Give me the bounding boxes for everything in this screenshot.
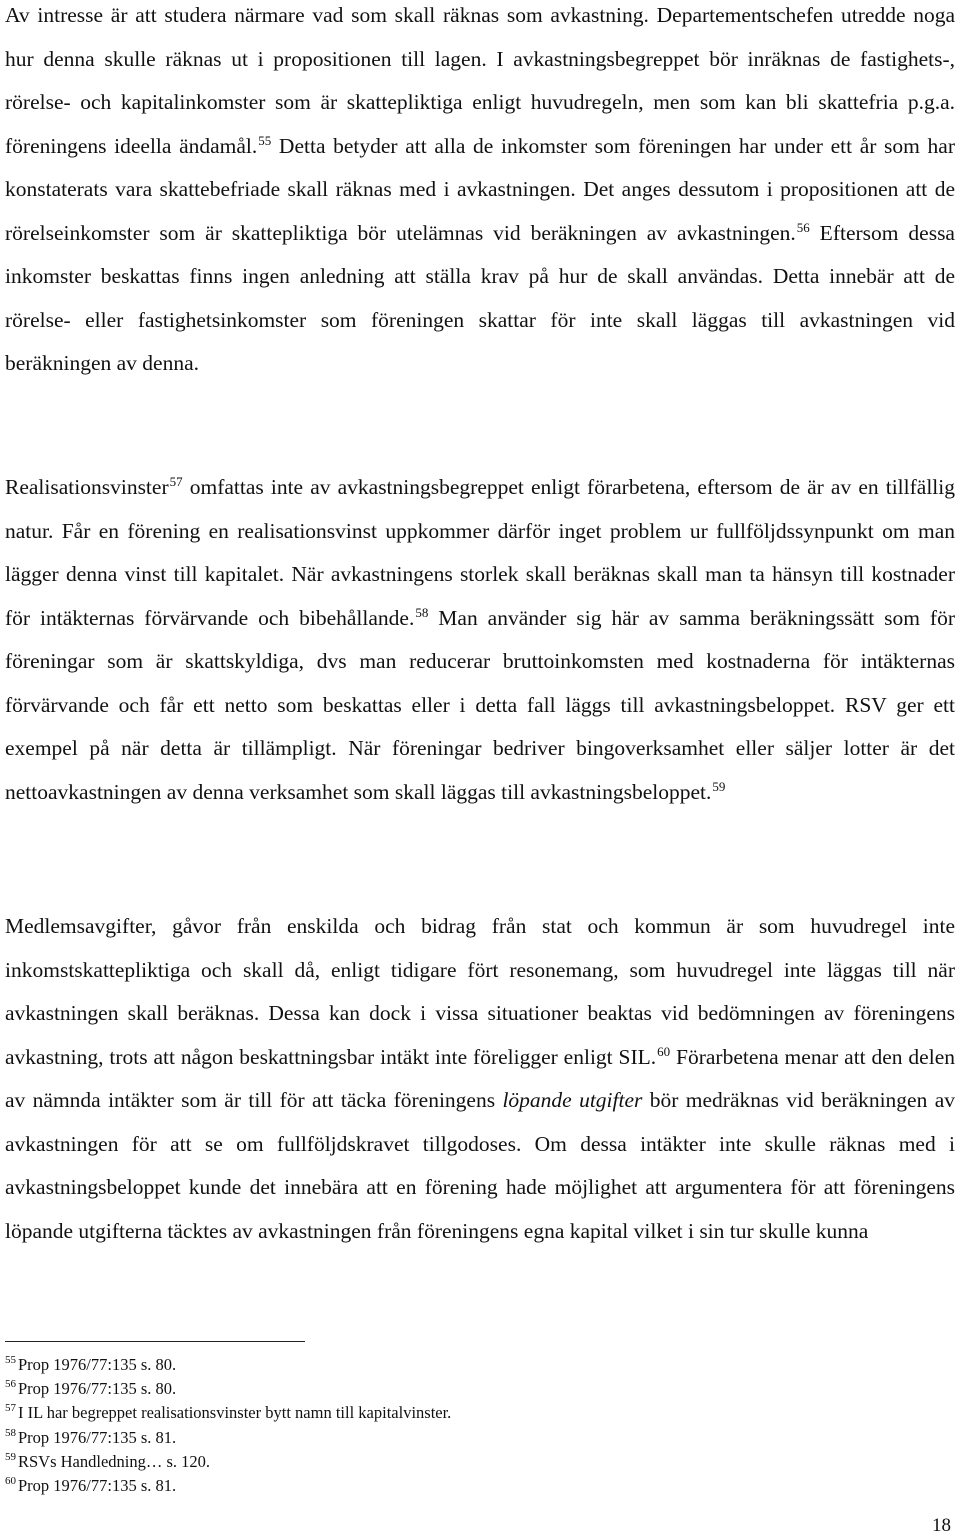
footnote-text: RSVs Handledning… s. 120.: [18, 1451, 211, 1471]
footnote-reference[interactable]: 58: [415, 604, 429, 620]
body-paragraph: [5, 905, 955, 1253]
footnote-reference[interactable]: 60: [657, 1043, 671, 1059]
footnote-separator: [5, 1341, 305, 1342]
footnote-reference[interactable]: 55: [258, 132, 272, 148]
footnote-text: Prop 1976/77:135 s. 81.: [18, 1476, 177, 1496]
footnote-number: 55: [5, 1354, 16, 1366]
footnote: [5, 1377, 955, 1401]
document-page: [5, 0, 955, 1537]
paragraph-text: Av intresse är att studera närmare vad som skall räknas som avkastning. Departementschefen utredde noga hur denna skulle räknas ut i propositionen till lagen. I avkastningsbegreppet bör inräknas de fastighets-, rörelse- och kapitalinkomster som är skattepliktiga enligt huvudregeln, men som kan bli skattefria p.g.a. föreningens ideella ändamål.: [5, 3, 955, 158]
footnote: [5, 1401, 955, 1425]
footnote: [5, 1353, 955, 1377]
page-number: 18: [932, 1515, 951, 1536]
paragraph-text: omfattas inte av avkastningsbegreppet enligt förarbetena, eftersom de är av en tillfällig natur. Får en förening en realisationsvinst uppkommer därför inget problem ur fullföljdssynpunkt om man lägger denna vinst till kapitalet. När avkastningens storlek skall beräknas skall man ta hänsyn till kostnader för intäkternas förvärvande och bibehållande.: [5, 475, 955, 630]
emphasized-text: löpande utgifter: [502, 1088, 643, 1112]
footnote-text: Prop 1976/77:135 s. 80.: [18, 1379, 177, 1399]
footnote-text: I IL har begreppet realisationsvinster bytt namn till kapitalvinster.: [18, 1403, 452, 1423]
paragraph-text: Medlemsavgifter, gåvor från enskilda och bidrag från stat och kommun är som huvudregel inte inkomstskattepliktiga och skall då, enligt tidigare fört resonemang, som huvudregel inte läggas till när avkastningen skall beräknas. Dessa kan dock i vissa situationer beaktas vid bedömningen av föreningens avkastning, trots att någon beskattningsbar intäkt inte föreligger enligt SIL.: [5, 914, 955, 1069]
paragraph-text: Eftersom dessa inkomster beskattas finns ingen anledning att ställa krav på hur de skall användas. Detta innebär att de rörelse- eller fastighetsinkomster som föreningen skattar för inte skall läggas till avkastningen vid beräkningen av denna.: [5, 220, 955, 375]
footnote: [5, 1474, 955, 1498]
footnote: [5, 1426, 955, 1450]
body-paragraph: [5, 0, 955, 386]
footnote: [5, 1450, 955, 1474]
paragraph-text: Förarbetena menar att den delen av nämnda intäkter som är till för att täcka föreningens: [5, 1044, 955, 1112]
footnote-number: 59: [5, 1450, 16, 1463]
paragraph-text: Detta betyder att alla de inkomster som föreningen har under ett år som har konstaterats vara skattebefriade skall räknas med i avkastningen. Det anges dessutom i propositionen att de rörelseinkomster som är skattepliktiga bör utelämnas vid beräkningen av avkastningen.: [5, 133, 955, 245]
paragraph-text: Man använder sig här av samma beräkningssätt som för föreningar som är skattskyldiga, dvs man reducerar bruttoinkomsten med kostnaderna för intäkternas förvärvande och får ett netto som beskattas eller i detta fall läggs till avkastningsbeloppet. RSV ger ett exempel på när detta är tillämpligt. När föreningar bedriver bingoverksamhet eller säljer lotter är det nettoavkastningen av denna verksamhet som skall läggas till avkastningsbeloppet.: [5, 605, 955, 804]
footnote-text: Prop 1976/77:135 s. 80.: [18, 1355, 177, 1374]
footnote-number: 60: [5, 1475, 16, 1488]
footnote-number: 57: [5, 1402, 16, 1415]
body-paragraph: [5, 466, 955, 814]
footnote-number: 56: [5, 1378, 16, 1391]
paragraph-text: Realisationsvinster: [5, 475, 169, 499]
paragraph-text: bör medräknas vid beräkningen av avkastningen för att se om fullföljdskravet tillgodoses. Om dessa intäkter inte skulle räknas med i avkastningsbeloppet kunde det innebära att en förening hade möjlighet att argumentera för att föreningens löpande utgifterna täcktes av avkastningen från föreningens egna kapital vilket i sin tur skulle kunna: [5, 1088, 955, 1243]
footnote-reference[interactable]: 56: [796, 219, 810, 235]
footnote-number: 58: [5, 1426, 16, 1439]
footnote-text: Prop 1976/77:135 s. 81.: [18, 1427, 177, 1447]
footnotes-section: [5, 1353, 955, 1498]
footnote-reference[interactable]: 59: [712, 778, 726, 794]
footnote-reference[interactable]: 57: [169, 474, 183, 489]
